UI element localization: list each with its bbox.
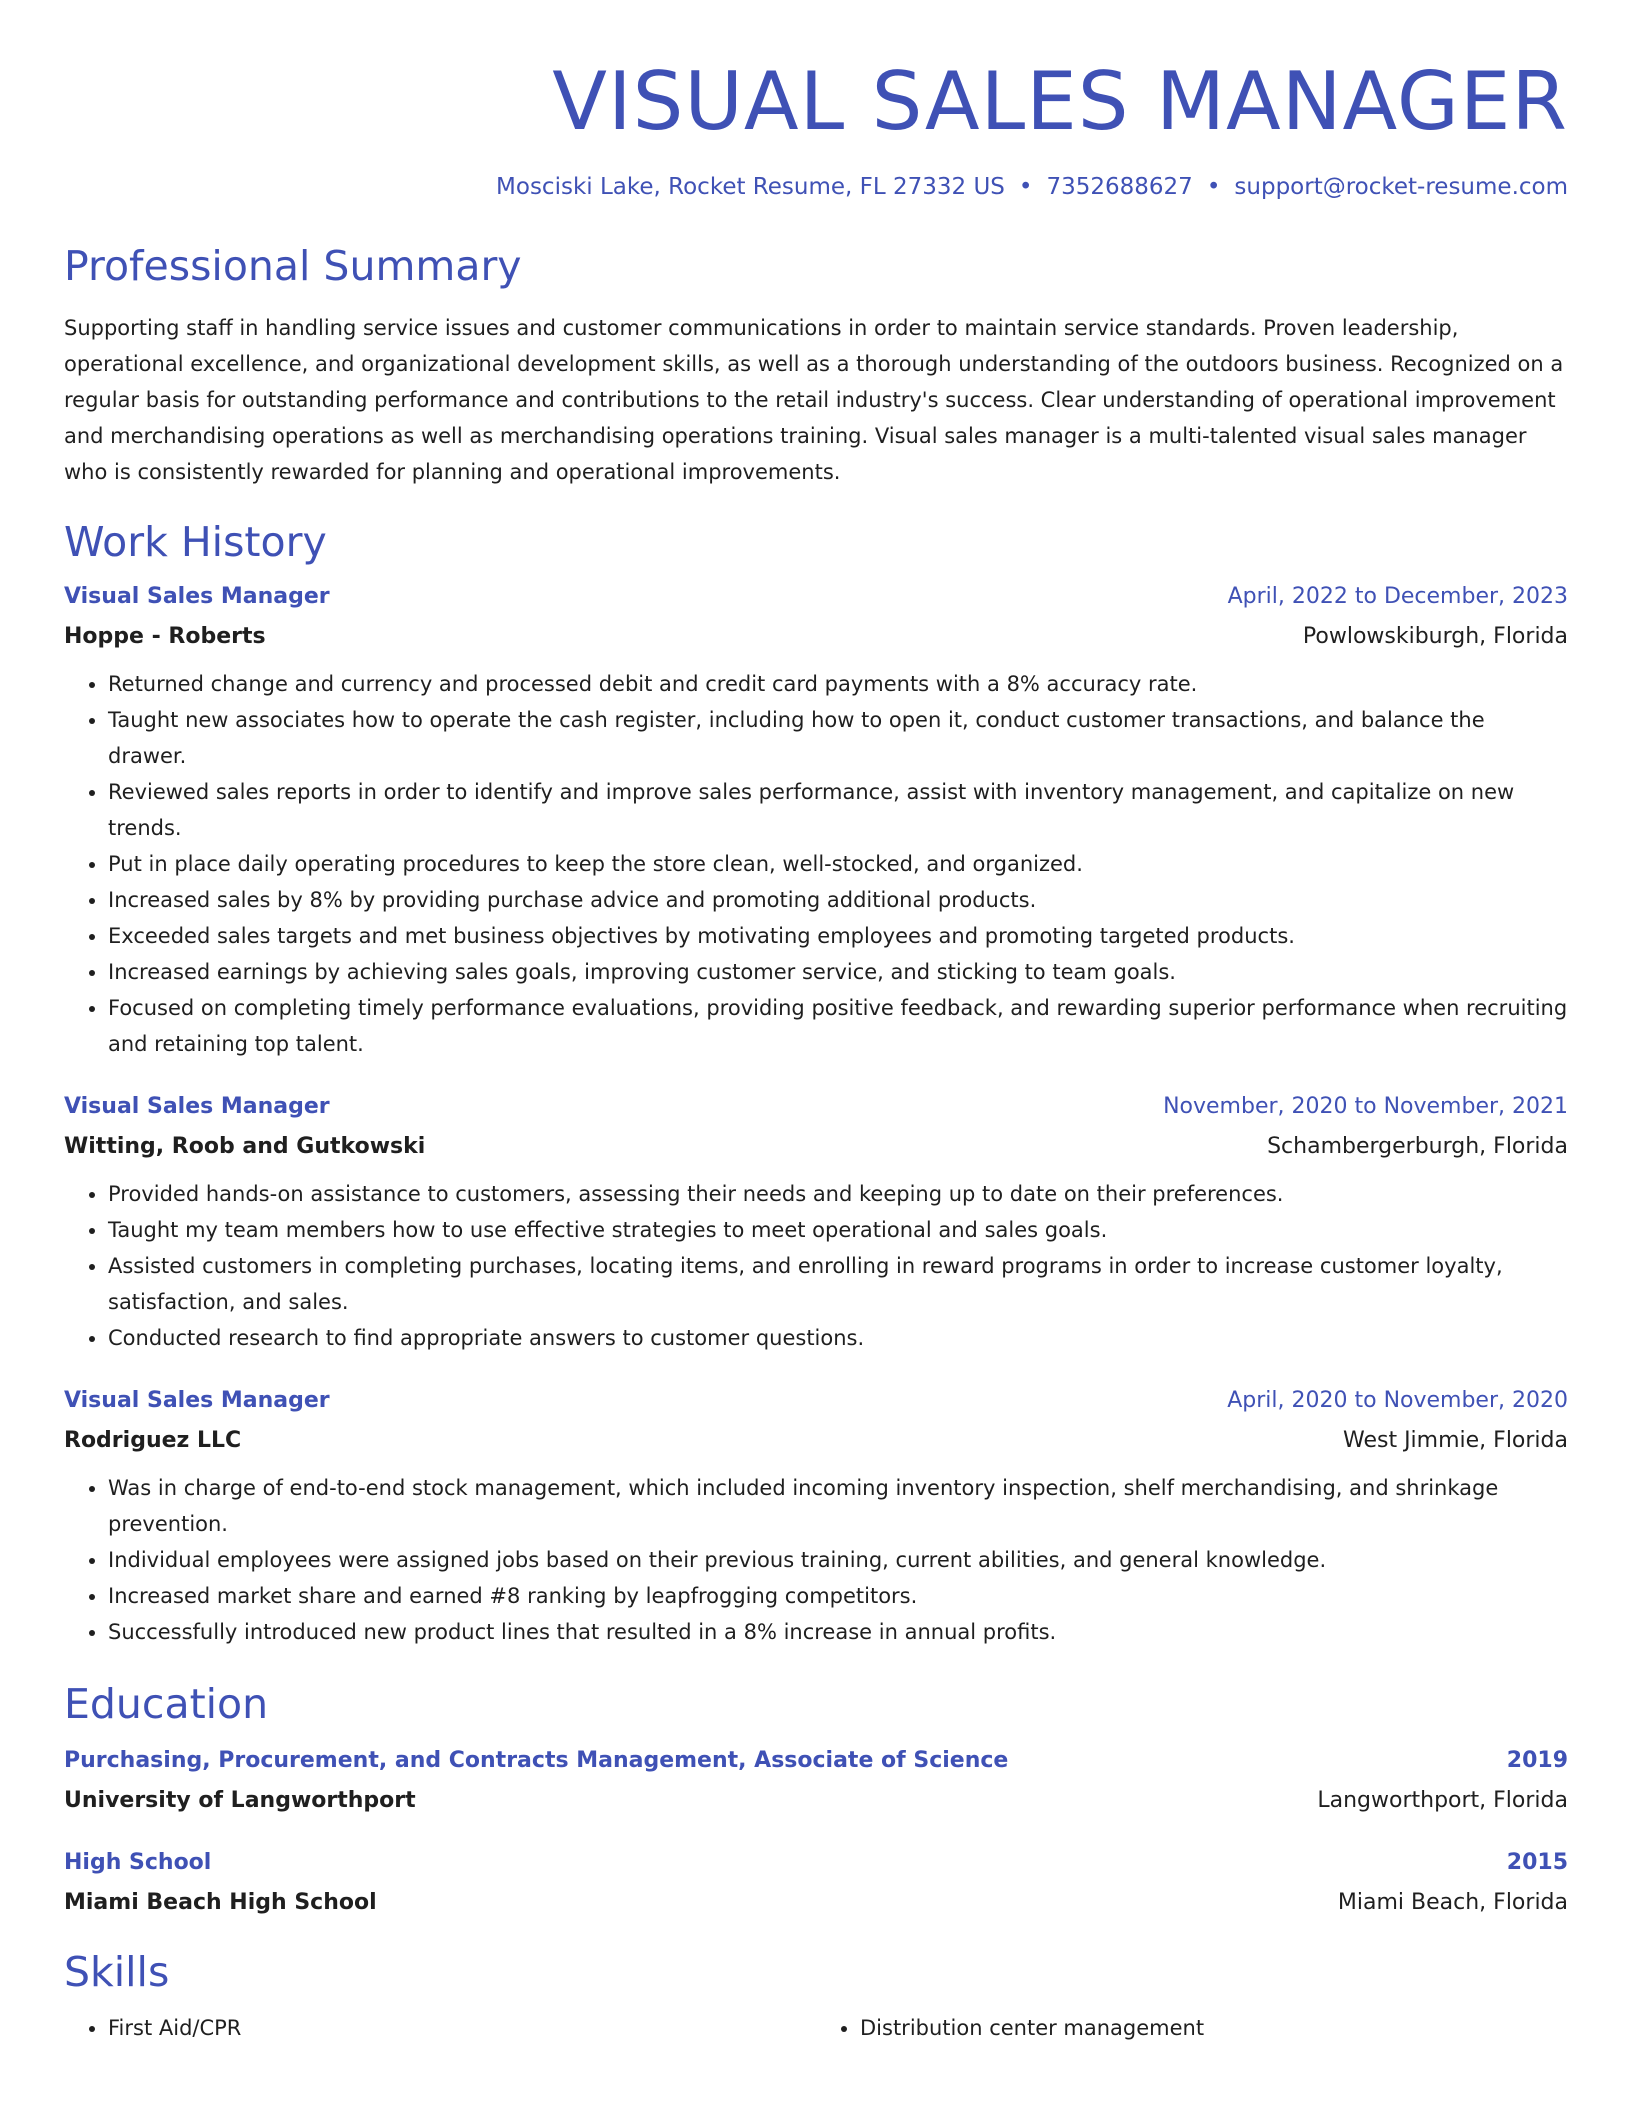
job-bullet: • Exceeded sales targets and met business objectives by motivating employees and promoting targeted products.	[108, 918, 1568, 954]
job-bullet-list	[64, 1470, 1568, 1650]
education-degree: High School	[64, 1850, 212, 1875]
job-company-row	[64, 622, 1568, 652]
job-location: West Jimmie, Florida	[1342, 1428, 1568, 1453]
job-bullet-list	[64, 666, 1568, 1062]
education-heading-row	[64, 1848, 1568, 1878]
education-school: Miami Beach High School	[64, 1890, 377, 1915]
job-bullet: • Was in charge of end-to-end stock management, which included incoming inventory inspection, shelf merchandising, and shrinkage prevention.	[108, 1470, 1568, 1542]
summary-text: Supporting staff in handling service issues and customer communications in order to maintain service standards. Proven leadership, operational excellence, and organizational development skills, as well as a thorough understanding of the outdoors business. Recognized on a regular basis for outstanding performance and contributions to the retail industry's success. Clear understanding of operational improvement and merchandising operations as well as merchandising operations training. Visual sales manager is a multi-talented visual sales manager who is consistently rewarded for planning and operational improvements.	[64, 316, 1564, 484]
section-title-summary: Professional Summary	[64, 242, 522, 290]
job-bullet: • Successfully introduced new product lines that resulted in a 8% increase in annual profits.	[108, 1614, 1568, 1650]
education-entry	[64, 1848, 1568, 1918]
education-school-row	[64, 1888, 1568, 1918]
job-dates: April, 2020 to November, 2020	[1227, 1388, 1568, 1413]
education-entry	[64, 1746, 1568, 1816]
education-heading-row	[64, 1746, 1568, 1776]
contact-email[interactable]: support@rocket-resume.com	[1234, 174, 1568, 200]
job-heading-row	[64, 1386, 1568, 1416]
education-year: 2019	[1506, 1748, 1568, 1773]
job-location: Schambergerburgh, Florida	[1267, 1134, 1568, 1159]
section-title-skills: Skills	[64, 1948, 170, 1996]
contact-address: Mosciski Lake, Rocket Resume, FL 27332 US	[496, 174, 1005, 200]
contact-separator: •	[1206, 174, 1221, 200]
job-bullet: • Returned change and currency and processed debit and credit card payments with a 8% accuracy rate.	[108, 666, 1568, 702]
skill-item: • First Aid/CPR	[108, 2010, 816, 2046]
job-dates: November, 2020 to November, 2021	[1163, 1094, 1568, 1119]
job-heading-row	[64, 582, 1568, 612]
section-title-work-history: Work History	[64, 518, 327, 566]
contact-separator: •	[1018, 174, 1033, 200]
job-bullet: • Individual employees were assigned jobs based on their previous training, current abilities, and general knowledge.	[108, 1542, 1568, 1578]
job-company: Rodriguez LLC	[64, 1428, 242, 1453]
job-company-row	[64, 1132, 1568, 1162]
job-bullet: • Increased sales by 8% by providing purchase advice and promoting additional products.	[108, 882, 1568, 918]
job-bullet: • Reviewed sales reports in order to identify and improve sales performance, assist with inventory management, and capitalize on new trends.	[108, 774, 1568, 846]
job-company: Witting, Roob and Gutkowski	[64, 1134, 426, 1159]
job-role: Visual Sales Manager	[64, 584, 330, 609]
skills-grid	[64, 2010, 1568, 2046]
work-history-list	[64, 582, 1568, 1650]
job-bullet: • Put in place daily operating procedures to keep the store clean, well-stocked, and organized.	[108, 846, 1568, 882]
job-entry	[64, 1386, 1568, 1650]
skills-column-right	[816, 2010, 1568, 2046]
job-company: Hoppe - Roberts	[64, 624, 266, 649]
job-role: Visual Sales Manager	[64, 1388, 330, 1413]
job-location: Powlowskiburgh, Florida	[1302, 624, 1568, 649]
candidate-title: VISUAL SALES MANAGER	[552, 55, 1568, 148]
education-school: University of Langworthport	[64, 1788, 416, 1813]
job-bullet: • Provided hands-on assistance to customers, assessing their needs and keeping up to date on their preferences.	[108, 1176, 1568, 1212]
education-location: Langworthport, Florida	[1317, 1788, 1568, 1813]
education-school-row	[64, 1786, 1568, 1816]
job-bullet: • Focused on completing timely performance evaluations, providing positive feedback, and rewarding superior performance when recruiting and retaining top talent.	[108, 990, 1568, 1062]
job-role: Visual Sales Manager	[64, 1094, 330, 1119]
job-entry	[64, 1092, 1568, 1356]
job-dates: April, 2022 to December, 2023	[1227, 584, 1568, 609]
job-bullet: • Taught my team members how to use effective strategies to meet operational and sales goals.	[108, 1212, 1568, 1248]
job-bullet: • Conducted research to find appropriate answers to customer questions.	[108, 1320, 1568, 1356]
education-year: 2015	[1506, 1850, 1568, 1875]
job-entry	[64, 582, 1568, 1062]
job-heading-row	[64, 1092, 1568, 1122]
contact-phone: 7352688627	[1046, 174, 1193, 200]
education-location: Miami Beach, Florida	[1337, 1890, 1568, 1915]
job-bullet-list	[64, 1176, 1568, 1356]
education-degree: Purchasing, Procurement, and Contracts Management, Associate of Science	[64, 1748, 1009, 1773]
job-bullet: • Increased earnings by achieving sales goals, improving customer service, and sticking to team goals.	[108, 954, 1568, 990]
skills-column-left	[64, 2010, 816, 2046]
skill-item: • Distribution center management	[860, 2010, 1568, 2046]
job-bullet: • Increased market share and earned #8 ranking by leapfrogging competitors.	[108, 1578, 1568, 1614]
job-company-row	[64, 1426, 1568, 1456]
contact-line	[64, 172, 1568, 202]
job-bullet: • Assisted customers in completing purchases, locating items, and enrolling in reward programs in order to increase customer loyalty, satisfaction, and sales.	[108, 1248, 1568, 1320]
section-title-education: Education	[64, 1680, 269, 1728]
job-bullet: • Taught new associates how to operate the cash register, including how to open it, conduct customer transactions, and balance the drawer.	[108, 702, 1568, 774]
resume-header	[64, 55, 1568, 202]
